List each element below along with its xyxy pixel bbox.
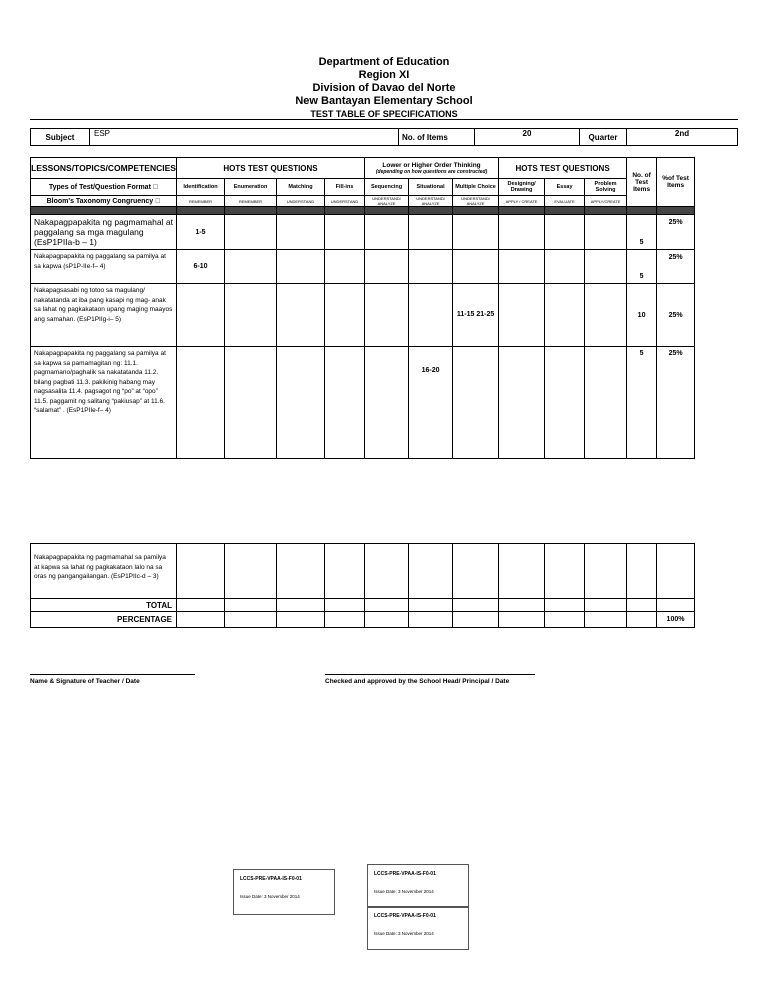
lesson-cell: Nakapagsasabi ng totoo sa magulang/ nakatatanda at iba pang kasapi ng mag- anak sa lahat ng pagkakataon upang maging maayos ang samahan. (EsP1PIIg-i– 5) [31,284,177,347]
bloom-9: EVALUATE [545,196,585,207]
spec-table-continued [30,543,695,628]
total-row [31,599,695,612]
count-cell: 5 [627,347,657,459]
header-rule [30,119,738,120]
spec-table [30,157,695,459]
type-enumeration: Enumeration [225,179,277,196]
table-row [31,347,695,459]
table-row [31,215,695,250]
identification-cell: 1-5 [177,215,225,250]
identification-cell: 6-10 [177,250,225,284]
document-title: TEST TABLE OF SPECIFICATIONS [310,109,458,119]
separator-row [31,207,695,215]
type-situational: Situational [409,179,453,196]
table-row [31,284,695,347]
items-value: 20 [475,129,580,146]
lesson-cell: Nakapagpapakita ng pagmamahal sa pamilya at kapwa sa lahat ng pagkakataon lalo na sa oras ng pangangailangan. (EsP1PIIc-d – 3) [31,544,177,599]
quarter-value: 2nd [627,129,738,146]
teacher-signature-label: Name & Signature of Teacher / Date [30,678,140,685]
bloom-6: UNDERSTAND/ ANALYZE [409,196,453,207]
teacher-signature-line [30,674,195,675]
type-problem-solving: Problem Solving [585,179,627,196]
subject-label: Subject [31,129,90,146]
type-matching: Matching [277,179,325,196]
quarter-label: Quarter [580,129,627,146]
bloom-5: UNDERSTAND/ ANALYZE [365,196,409,207]
percentage-row [31,612,695,628]
lesson-cell: Nakapagpapakita ng paggalang sa pamilya at sa kapwa (sP1P-IIe-f– 4) [31,250,177,284]
no-items-header: No. of Test Items [627,158,657,207]
blooms-label: Bloom's Taxonomy Congruency   [31,196,177,207]
percentage-label: PERCENTAGE [31,612,177,628]
multiple-choice-cell: 11-15 21-25 [453,284,499,347]
count-cell: 5 [627,215,657,250]
pct-cell: 25% [657,284,695,347]
pct-cell: 25% [657,215,695,250]
pct-cell: 25% [657,347,695,459]
school-title: New Bantayan Elementary School [295,95,473,107]
document-code-box: LCCS-PRE-VPAA-IS-F0-01 Issue Date: 3 November 2014 [367,864,469,908]
table-row [31,250,695,284]
lower-higher-header: Lower or Higher Order Thinking (depending on how questions are constructed) [365,158,499,179]
type-essay: Essay [545,179,585,196]
bloom-7: UNDERSTAND/ ANALYZE [453,196,499,207]
types-label: Types of Test/Question Format   [31,179,177,196]
pct-items-header: %of Test Items [657,158,695,207]
count-cell: 10 [627,284,657,347]
head-signature-label: Checked and approved by the School Head/ Principal / Date [325,678,510,685]
bloom-4: UNDERSTAND [325,196,365,207]
lessons-header: LESSONS/TOPICS/COMPETENCIES [31,158,177,179]
bloom-3: UNDERSTAND [277,196,325,207]
subject-value: ESP [90,129,399,146]
table-row [31,544,695,599]
situational-cell: 16-20 [409,347,453,459]
division-title: Division of Davao del Norte [312,82,456,94]
bloom-2: REMEMBER [225,196,277,207]
total-label: TOTAL [31,599,177,612]
type-multiple-choice: Multiple Choice [453,179,499,196]
type-sequencing: Sequencing [365,179,409,196]
document-code-box: LCCS-PRE-VPAA-IS-F0-01 Issue Date: 3 November 2014 [367,906,469,950]
type-fill-ins: Fill-ins [325,179,365,196]
bloom-1: REMEMBER [177,196,225,207]
head-signature-line [325,674,535,675]
lesson-cell: Nakapagpapakita ng paggalang sa pamilya at sa kapwa sa pamamagitan ng: 11.1. pagmamano/paghalik sa nakatatanda 11.2. bilang pagbati 11.3. pakikinig habang may nagsasalita 11.4. pagsagot ng “po” at “opo” 11.5. paggamit ng salitang “pakiusap” at 11.6. “salamat” . (EsP1PIIe-f– 4) [31,347,177,459]
dept-title: Department of Education [318,56,450,68]
bloom-10: APPLY/CREATE [585,196,627,207]
lesson-cell: Nakapagpapakita ng pagmamahal at paggalang sa mga magulang (EsP1PIIa-b – 1) [31,215,177,250]
document-code-box: LCCS-PRE-VPAA-IS-F0-01 Issue Date: 3 November 2014 [233,869,335,915]
bloom-8: APPLY / CREATE [499,196,545,207]
region-title: Region XI [358,69,410,81]
type-designing: Designing/ Drawing [499,179,545,196]
percentage-value: 100% [657,612,695,628]
pct-cell: 25% [657,250,695,284]
subject-row [30,128,738,146]
items-label: No. of Items [399,129,475,146]
count-cell: 5 [627,250,657,284]
hots-header-1: HOTS TEST QUESTIONS [177,158,365,179]
hots-header-2: HOTS TEST QUESTIONS [499,158,627,179]
type-identification: Identification [177,179,225,196]
